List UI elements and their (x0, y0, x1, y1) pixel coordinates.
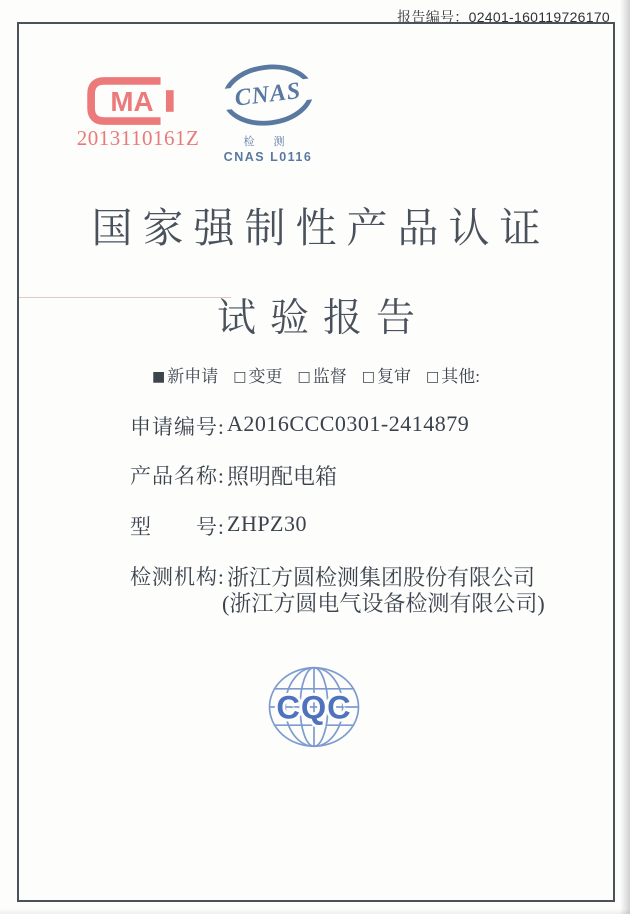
checkbox-supervision (298, 362, 347, 387)
document-subtitle: 试验报告 (216, 297, 429, 340)
cnas-accreditation-code: CNAS L0116 (223, 150, 313, 164)
checkbox-empty-icon: □ (297, 369, 311, 385)
cnas-logo (218, 62, 318, 164)
checkbox-empty-icon: □ (361, 369, 375, 385)
cnas-logo-icon (220, 62, 316, 132)
cqc-globe-icon (266, 663, 362, 751)
checkbox-empty-icon: □ (233, 369, 247, 385)
application-type-row (17, 362, 615, 387)
report-number-label: 报告编号： (397, 9, 469, 25)
model-label: 型 号: (130, 515, 225, 539)
cma-logo-icon (84, 74, 180, 128)
application-no-label: 申请编号: (130, 415, 225, 439)
cnas-letters: CNAS (233, 77, 303, 112)
checkbox-label: 复审 (376, 367, 411, 386)
application-no-value: A2016CCC0301-2414879 (227, 411, 470, 436)
checkbox-label: 其他: (441, 367, 480, 386)
cma-certificate-number: 2013110161Z (76, 126, 200, 150)
cqc-logo (266, 663, 362, 751)
scan-edge-shadow (620, 0, 630, 914)
product-name-value: 照明配电箱 (227, 464, 338, 489)
checkbox-empty-icon: □ (425, 369, 440, 385)
checkbox-label: 新申请 (167, 367, 219, 386)
checkbox-other (426, 362, 480, 387)
scan-artifact-line (19, 297, 231, 298)
checkbox-new-application (152, 362, 218, 387)
checkbox-label: 监督 (312, 367, 347, 386)
product-name-label: 产品名称: (130, 464, 225, 488)
cqc-letters: CQC (276, 689, 352, 726)
checkbox-change (233, 362, 282, 387)
test-agency-value: 浙江方圆检测集团股份有限公司 (227, 565, 536, 590)
report-number-value: 02401-160119726170 (468, 9, 610, 25)
test-agency-value-2: (浙江方圆电气设备检测有限公司) (222, 591, 545, 616)
cma-logo (84, 74, 180, 128)
test-agency-label: 检测机构: (130, 565, 225, 589)
scan-bottom-shadow (0, 909, 630, 914)
model-value: ZHPZ30 (227, 511, 307, 536)
checkbox-filled-icon: ■ (152, 369, 166, 385)
cma-letters: MA (110, 86, 154, 118)
checkbox-review (362, 362, 411, 387)
checkbox-label: 变更 (248, 367, 283, 386)
document-title: 国家强制性产品认证 (91, 205, 551, 251)
cnas-caption-cn: 检 测 (243, 136, 293, 148)
